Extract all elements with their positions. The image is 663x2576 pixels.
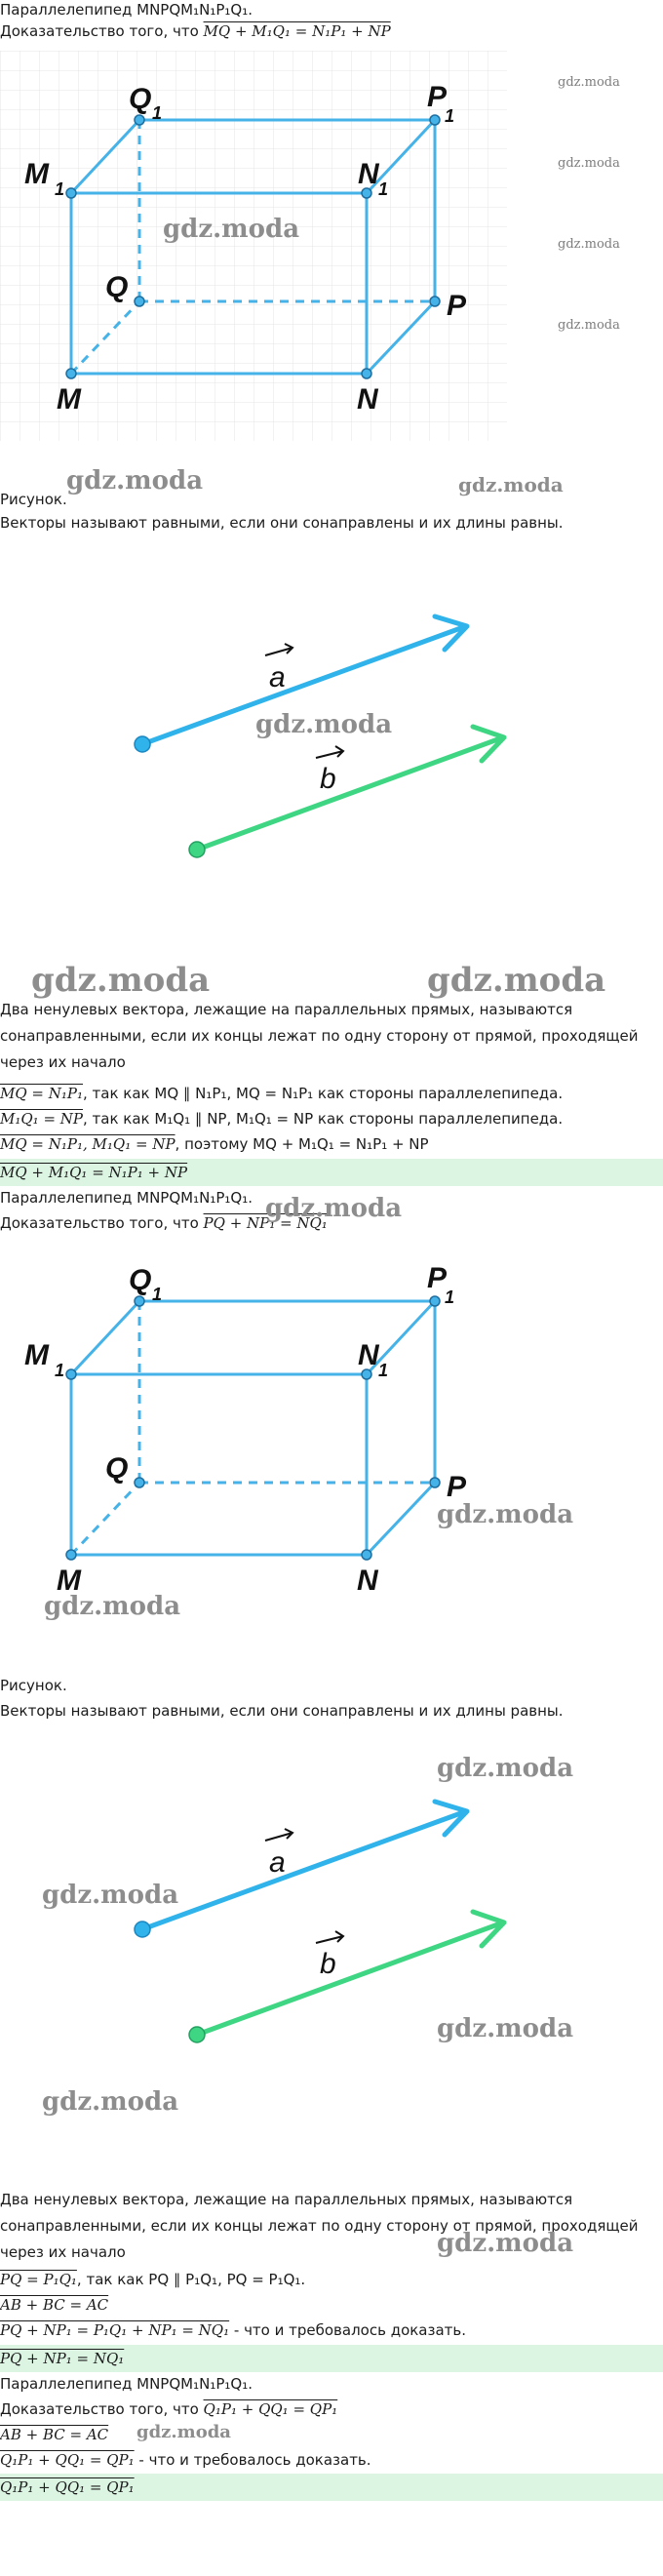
watermark: gdz.moda	[265, 1194, 403, 1223]
arrow-over-a	[265, 1829, 292, 1841]
watermark: gdz.moda	[42, 1881, 179, 1910]
watermark: gdz.moda	[437, 2014, 574, 2043]
result-highlight: Q₁P₁ + QQ₁ = QP₁	[0, 2474, 663, 2501]
arrow-over-b	[316, 1931, 343, 1943]
label-M1: M	[24, 158, 49, 190]
vertex-Q	[135, 297, 144, 306]
step-2: M₁Q₁ = NP, так как M₁Q₁ ∥ NP, M₁Q₁ = NP как стороны параллелепипеда.	[0, 1110, 564, 1128]
parallelepiped-figure-2	[0, 1232, 507, 1642]
watermark: gdz.moda	[458, 473, 564, 496]
watermark: gdz.moda	[558, 318, 620, 333]
label-Q1: Q	[129, 83, 152, 115]
vertex-N	[362, 1550, 371, 1560]
figure-caption: Рисунок.	[0, 1677, 67, 1694]
label-P: P	[447, 290, 467, 322]
block1-proof-line	[0, 21, 391, 41]
label-N1-sub: 1	[378, 179, 389, 199]
label-Q1-sub: 1	[152, 103, 163, 123]
vectors-figure-1	[0, 585, 585, 897]
label-P1: P	[427, 1262, 448, 1294]
vertex-M1	[66, 188, 76, 198]
watermark: gdz.moda	[558, 237, 620, 252]
vertex-P	[430, 1478, 440, 1487]
equal-vectors-definition: Векторы называют равными, если они сонаправлены и их длины равны.	[0, 514, 564, 532]
label-M1-sub: 1	[55, 179, 65, 199]
step-3: PQ + NP₁ = P₁Q₁ + NP₁ = NQ₁ - что и требовалось доказать.	[0, 2321, 467, 2339]
arrow-over-b	[316, 746, 343, 758]
watermark: gdz.moda	[437, 1500, 574, 1529]
result-highlight: PQ + NP₁ = NQ₁	[0, 2345, 663, 2372]
collinear-definition: Два ненулевых вектора, лежащие на параллельных прямых, называются сонаправленными, если их концы лежат по одну сторону от прямой, проходящей через их начало	[0, 2191, 639, 2261]
edge-M-Q	[71, 1483, 139, 1555]
label-a: a	[269, 1846, 286, 1879]
vertex-P	[430, 297, 440, 306]
step-1: PQ = P₁Q₁, так как PQ ∥ P₁Q₁, PQ = P₁Q₁.	[0, 2271, 306, 2288]
label-b: b	[320, 1948, 336, 1980]
step-1: MQ = N₁P₁, так как MQ ∥ N₁P₁, MQ = N₁P₁ как стороны параллелепипеда.	[0, 1085, 564, 1102]
watermark: gdz.moda	[31, 961, 211, 1000]
watermark: gdz.moda	[437, 1754, 574, 1783]
label-N: N	[357, 1565, 378, 1597]
label-N1: N	[358, 158, 379, 190]
figure-caption: Рисунок.	[0, 491, 67, 508]
block1-title: Параллелепипед MNPQM₁N₁P₁Q₁.	[0, 1, 253, 19]
block2-proof-line: Доказательство того, что PQ + NP₁ = NQ₁	[0, 1214, 328, 1232]
label-M: M	[57, 383, 81, 416]
svg-text:1: 1	[55, 1361, 65, 1380]
label-P1: P	[427, 81, 448, 113]
proof-formula: MQ + M₁Q₁ = N₁P₁ + NP	[203, 22, 391, 40]
arrow-over-a	[265, 644, 292, 655]
watermark: gdz.moda	[255, 710, 393, 739]
label-a: a	[269, 661, 286, 694]
vertex-M1	[66, 1369, 76, 1379]
block3-proof-line: Доказательство того, что Q₁P₁ + QQ₁ = QP₁	[0, 2400, 338, 2418]
vertex-Q	[135, 1478, 144, 1487]
equal-vectors-definition: Векторы называют равными, если они сонаправлены и их длины равны.	[0, 1702, 564, 1720]
label-M1: M	[24, 1339, 49, 1371]
proof-prefix: Доказательство того, что	[0, 22, 204, 40]
vector-b-start	[189, 2027, 205, 2042]
result-highlight: MQ + M₁Q₁ = N₁P₁ + NP	[0, 1159, 663, 1186]
label-M: M	[57, 1565, 81, 1597]
label-P1-sub: 1	[445, 106, 455, 126]
label-P: P	[447, 1471, 467, 1503]
svg-text:1: 1	[152, 1285, 163, 1304]
label-N: N	[357, 383, 378, 416]
step-3: MQ = N₁P₁, M₁Q₁ = NP, поэтому MQ + M₁Q₁ = N₁P₁ + NP	[0, 1135, 429, 1153]
watermark: gdz.moda	[437, 2229, 574, 2258]
vector-a	[142, 1811, 466, 1929]
vertex-P1	[430, 1296, 440, 1306]
step-2: AB + BC = AC	[0, 2296, 109, 2314]
vertex-Q1	[135, 115, 144, 125]
svg-text:1: 1	[445, 1288, 455, 1307]
block3-title: Параллелепипед MNPQM₁N₁P₁Q₁.	[0, 2375, 253, 2393]
vertex-P1	[430, 115, 440, 125]
step-1: AB + BC = AC	[0, 2426, 109, 2443]
parallelepiped-figure-1	[0, 51, 507, 441]
watermark: gdz.moda	[427, 961, 606, 1000]
watermark: gdz.moda	[558, 156, 620, 171]
edge-back-visible	[71, 1301, 435, 1555]
vector-b-start	[189, 842, 205, 857]
vector-b	[197, 737, 503, 850]
watermark: gdz.moda	[44, 1592, 181, 1621]
label-b: b	[320, 763, 336, 795]
label-N1: N	[358, 1339, 379, 1371]
collinear-definition: Два ненулевых вектора, лежащие на параллельных прямых, называются сонаправленными, если их концы лежат по одну сторону от прямой, проходящей через их начало	[0, 1001, 639, 1071]
watermark: gdz.moda	[163, 215, 300, 244]
watermark: gdz.moda	[136, 2422, 231, 2442]
watermark: gdz.moda	[558, 75, 620, 90]
watermark: gdz.moda	[66, 466, 204, 495]
watermark: gdz.moda	[42, 2087, 179, 2117]
vertex-M	[66, 1550, 76, 1560]
vector-a-start	[135, 1922, 150, 1937]
block2-title: Параллелепипед MNPQM₁N₁P₁Q₁.	[0, 1189, 253, 1207]
label-Q: Q	[105, 1452, 129, 1485]
vertex-Q1	[135, 1296, 144, 1306]
svg-text:1: 1	[378, 1361, 389, 1380]
step-2: Q₁P₁ + QQ₁ = QP₁ - что и требовалось доказать.	[0, 2451, 371, 2469]
label-Q1: Q	[129, 1264, 152, 1296]
vector-a-start	[135, 736, 150, 752]
vertex-N	[362, 369, 371, 378]
label-Q: Q	[105, 271, 129, 303]
vertex-M	[66, 369, 76, 378]
